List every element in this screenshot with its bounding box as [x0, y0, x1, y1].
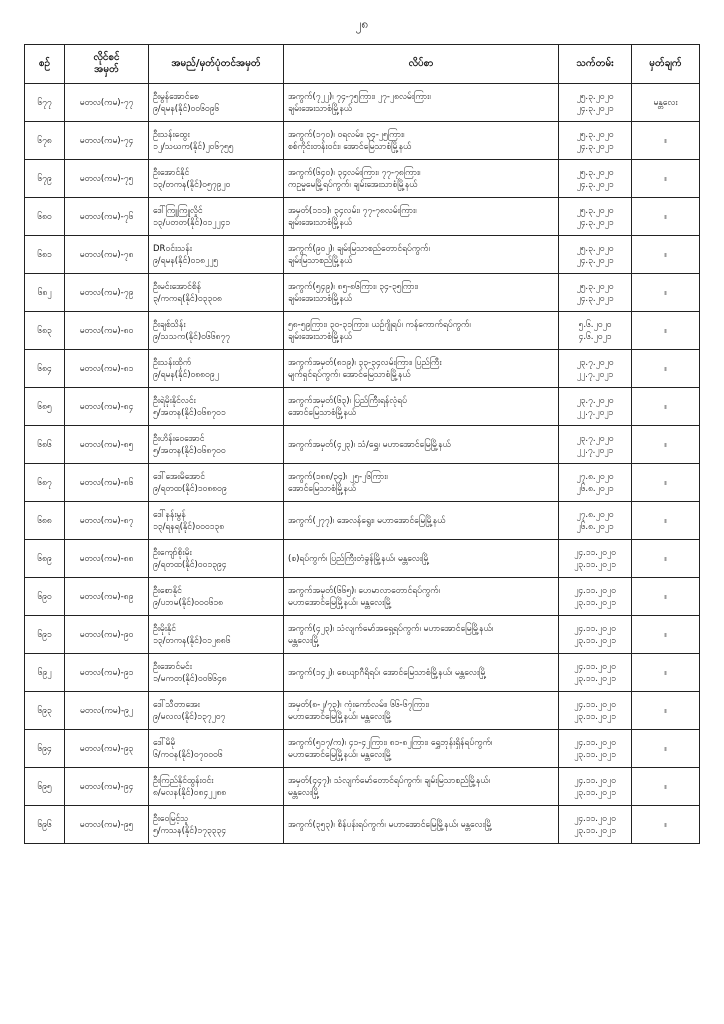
validity-date: ၂၃.၁၁.၂၀၂၁ [574, 749, 616, 760]
address-line: အကွက်(၂၇၇)၊ အေလန်ရွေး၊ မဟာအောင်မြေမြို့နယ် [288, 515, 446, 526]
validity-date: ၄.၆.၂၀၂၁ [578, 331, 612, 342]
address-line: မဟာအောင်မြေမြို့နယ်၊ မန္တလေးမြို့ [288, 597, 392, 608]
registration-number: ၁၃/တကန(နိုင်)၀၅၇၉၂၀ [153, 179, 231, 190]
license-number-cell: မတလ(ကမ)-၇၉ [65, 274, 149, 312]
validity-cell [559, 692, 632, 730]
license-number-cell: မတလ(ကမ)-၇၇ [65, 84, 149, 122]
header-address: လိပ်စာ [284, 45, 559, 84]
validity-date: ၂၅.၃.၂၀၂၀ [576, 167, 614, 178]
address-line: အကွက်အမှတ်(၄၂၃)၊ သံ/ရွှေ၊ မဟာအောင်မြေမြို့နယ် [288, 439, 451, 450]
registration-number: ၆/ကဝန(နိုင်)၀၇၀၀၀၆ [153, 749, 223, 760]
license-number-cell: မတလ(ကမ)-၈၀ [65, 312, 149, 350]
address-line: အကွက်(၅၁၇/က)၊ ၄၁-၄၂ကြား၊ ၈၁-၈၂ကြား၊ ရွှေဘုန်းရှိန်ရပ်ကွက်၊ [288, 737, 493, 748]
name-cell [149, 350, 284, 388]
holder-name: ဦးကျော်စိုးမိုး [153, 547, 192, 558]
address-line: မဟာအောင်မြေမြို့နယ်၊ မန္တလေးမြို့ [288, 749, 392, 760]
header-name-registration: အမည်/မှတ်ပုံတင်အမှတ် [149, 45, 284, 84]
holder-name: ဒေါ်သီတာအေး [153, 699, 200, 710]
serial-cell: ၆၉၅ [25, 768, 65, 806]
table-row [25, 768, 700, 806]
validity-cell [559, 350, 632, 388]
validity-cell [559, 160, 632, 198]
validity-date: ၂၂.၇.၂၀၂၁ [576, 407, 614, 418]
validity-cell [559, 464, 632, 502]
holder-name: ဦးဝေမြင့်သူ [153, 813, 189, 824]
license-number-cell: မတလ(ကမ)-၇၄ [65, 122, 149, 160]
holder-name: ဦးအောင်နိုင် [153, 167, 190, 178]
remark-cell: ။ [632, 312, 700, 350]
name-cell [149, 654, 284, 692]
address-line: အကွက်(၇၂၂)၊ ၇၄-၇၅ကြား၊ ၂၇-၂၈လမ်းကြား၊ [288, 91, 431, 102]
registration-number: ၅/အတန(နိုင်)၀၆၈၇၀၁ [153, 407, 226, 418]
validity-date: ၂၄.၃.၂၀၂၁ [576, 103, 614, 114]
name-cell [149, 426, 284, 464]
serial-cell: ၆၉၃ [25, 692, 65, 730]
address-line: ၅၈-၅၉ကြား၊ ၃၀-၃၁ကြား၊ ယဉ်ဂျိုရပ်၊ ကန်ကောက်ရပ်ကွက်၊ [288, 319, 471, 330]
address-line: စစ်ကိုင်းတန်းဝင်း၊ အောင်မြေသာစံမြို့နယ် [288, 141, 412, 152]
address-line: အကွက်(၅၄၉)၊ ၈၅-၈၆ကြား၊ ၃၄-၃၅ကြား၊ [288, 281, 419, 292]
holder-name: DRဝင်းသန်း [153, 243, 192, 254]
registration-number: ၈/မလန(နိုင်)၀၈၄၂၂၈၈ [153, 787, 227, 798]
validity-date: ၂၃.၁၁.၂၀၂၁ [574, 559, 616, 570]
address-cell [284, 730, 559, 768]
remark-cell: ။ [632, 502, 700, 540]
registration-number: ၉/ရမန(နိုင်)၀၁၈၂၂၅ [153, 255, 219, 266]
license-number-cell: မတလ(ကမ)-၇၆ [65, 198, 149, 236]
holder-name: ဦးသန်းထိုက် [153, 357, 192, 368]
address-line: အောင်မြေသာစံမြို့နယ် [288, 483, 357, 494]
address-line: ချမ်းအေးသာစံမြို့နယ် [288, 217, 353, 228]
remark-cell: ။ [632, 464, 700, 502]
address-cell [284, 122, 559, 160]
name-cell [149, 388, 284, 426]
validity-cell [559, 426, 632, 464]
validity-date: ၂၄.၃.၂၀၂၁ [576, 255, 614, 266]
registration-number: ၅/အတန(နိုင်)၀၆၈၇၀၀ [153, 445, 226, 456]
registration-number: ၉/ရမန(နိုင်)၀၈၈၀၉၂ [153, 369, 219, 380]
remark-cell: ။ [632, 198, 700, 236]
holder-name: ဒေါ်အေးမိအောင် [153, 471, 205, 482]
license-number-cell: မတလ(ကမ)-၇၅ [65, 160, 149, 198]
address-cell [284, 388, 559, 426]
address-cell [284, 578, 559, 616]
address-cell [284, 350, 559, 388]
table-row [25, 236, 700, 274]
name-cell [149, 578, 284, 616]
remark-cell: ။ [632, 578, 700, 616]
remark-cell: ။ [632, 540, 700, 578]
address-line: မဟာအောင်မြေမြို့နယ်၊ မန္တလေးမြို့ [288, 711, 392, 722]
holder-name: ဦးမွန်အောင်စေ [153, 91, 199, 102]
license-number-cell: မတလ(ကမ)-၈၁ [65, 350, 149, 388]
name-cell [149, 236, 284, 274]
address-line: ချမ်းအေးသာစံမြို့နယ် [288, 293, 353, 304]
validity-date: ၂၃.၁၁.၂၀၂၁ [574, 597, 616, 608]
registration-number: ၁၃/ရနရ(နိုင်)၀၀၀၁၃၈ [153, 521, 225, 532]
table-row [25, 654, 700, 692]
table-row [25, 578, 700, 616]
name-cell [149, 540, 284, 578]
table-row [25, 730, 700, 768]
address-line: အကွက်အမှတ်(၆၃)၊ ပြည်ကြီးရန်လုံရပ် [288, 395, 407, 406]
validity-cell [559, 388, 632, 426]
registration-number: ၉/ရတထ(နိုင်)၁၀၈၈၀၉ [153, 483, 227, 494]
registration-number: ၃/ကကရ(နိုင်)၀၃၃၀၈ [153, 293, 222, 304]
registration-number: ၉/ရမန(နိုင်)၀၀၆၀၉၆ [153, 103, 220, 114]
address-line: မျက်ရှင်ရပ်ကွက်၊ အောင်မြေသာစံမြို့နယ် [288, 369, 411, 380]
address-cell [284, 654, 559, 692]
registration-number: ၁၃/ပတတ(နိုင်)၀၁၂၂၄၁ [153, 217, 231, 228]
validity-date: ၂၂.၇.၂၀၂၁ [576, 369, 614, 380]
validity-date: ၂၃.၁၁.၂၀၂၁ [574, 711, 616, 722]
remark-cell: ။ [632, 692, 700, 730]
remark-cell: ။ [632, 160, 700, 198]
registration-number: ၅/ကသန(နိုင်)၁၇၃၃၃၄ [153, 825, 227, 836]
address-line: အကွက်(၉၀၂)၊ ချမ်းမြသာစည်တောင်ရပ်ကွက်၊ [288, 243, 430, 254]
holder-name: ဒေါ်ကြူကြူလှိုင် [153, 205, 203, 216]
validity-date: ၂၅.၃.၂၀၂၀ [576, 243, 614, 254]
validity-date: ၂၃.၇.၂၀၂၀ [576, 433, 614, 444]
validity-date: ၂၃.၁၁.၂၀၂၁ [574, 787, 616, 798]
validity-date: ၂၄.၁၁.၂၀၂၀ [574, 699, 616, 710]
license-number-cell: မတလ(ကမ)-၈၅ [65, 426, 149, 464]
validity-date: ၂၅.၃.၂၀၂၀ [576, 205, 614, 216]
table-row [25, 464, 700, 502]
registration-number: ၁၂/သဃက(နိုင်)၂၀၆၇၅၅ [153, 141, 234, 152]
address-cell [284, 274, 559, 312]
address-cell [284, 426, 559, 464]
validity-date: ၂၄.၁၁.၂၀၂၀ [574, 737, 616, 748]
page-number: ၂၈ [355, 17, 369, 31]
address-line: မန္တလေးမြို့ [288, 787, 320, 798]
validity-cell [559, 236, 632, 274]
name-cell [149, 160, 284, 198]
validity-date: ၂၃.၇.၂၀၂၀ [576, 395, 614, 406]
validity-date: ၂၄.၁၁.၂၀၂၀ [574, 775, 616, 786]
validity-date: ၂၇.၈.၂၀၂၀ [576, 471, 614, 482]
address-cell [284, 160, 559, 198]
validity-date: ၂၂.၇.၂၀၂၁ [576, 445, 614, 456]
address-line: (စ)ရပ်ကွက်၊ ပြည်ကြီးတံခွန်မြို့နယ်၊ မန္တလေးမြို့ [288, 553, 430, 564]
address-cell [284, 540, 559, 578]
table-row [25, 84, 700, 122]
table-row [25, 274, 700, 312]
serial-cell: ၆၈၂ [25, 274, 65, 312]
registration-number: ၉/သသက(နိုင်)၀၆၆၈၇၇ [153, 331, 230, 342]
serial-cell: ၆၈၉ [25, 540, 65, 578]
address-cell [284, 768, 559, 806]
remark-cell: ။ [632, 122, 700, 160]
table-row [25, 616, 700, 654]
table-row [25, 540, 700, 578]
table-row [25, 806, 700, 844]
license-number-cell: မတလ(ကမ)-၈၇ [65, 502, 149, 540]
validity-cell [559, 122, 632, 160]
remark-cell: ။ [632, 730, 700, 768]
validity-date: ၂၅.၃.၂၀၂၀ [576, 281, 614, 292]
validity-date: ၂၄.၁၁.၂၀၂၀ [574, 813, 616, 824]
validity-date: ၂၄.၁၁.၂၀၂၀ [574, 585, 616, 596]
remark-cell: ။ [632, 426, 700, 464]
license-number-cell: မတလ(ကမ)-၉၁ [65, 654, 149, 692]
table-row [25, 426, 700, 464]
name-cell [149, 616, 284, 654]
license-number-cell: မတလ(ကမ)-၉၅ [65, 806, 149, 844]
name-cell [149, 692, 284, 730]
validity-cell [559, 540, 632, 578]
address-cell [284, 692, 559, 730]
holder-name: ဦးသန်းထွေး [153, 129, 190, 140]
validity-date: ၂၄.၁၁.၂၀၂၀ [574, 661, 616, 672]
serial-cell: ၆၇၇ [25, 84, 65, 122]
validity-cell [559, 768, 632, 806]
remark-cell: ။ [632, 768, 700, 806]
license-number-cell: မတလ(ကမ)-၉၂ [65, 692, 149, 730]
validity-date: ၂၃.၁၁.၂၀၂၁ [574, 673, 616, 684]
license-number-cell: မတလ(ကမ)-၇၈ [65, 236, 149, 274]
table-row [25, 350, 700, 388]
remark-cell: ။ [632, 806, 700, 844]
validity-date: ၂၅.၃.၂၀၂၀ [576, 91, 614, 102]
address-line: ချမ်းအေးသာစံမြို့နယ် [288, 103, 353, 114]
name-cell [149, 768, 284, 806]
name-cell [149, 312, 284, 350]
address-line: အကွက်(၁၇၀)၊ ဝရလမ်း၊ ၃၄-၂၅ကြား၊ [288, 129, 405, 140]
remark-cell: ။ [632, 236, 700, 274]
name-cell [149, 464, 284, 502]
serial-cell: ၆၈၀ [25, 198, 65, 236]
validity-date: ၂၄.၁၁.၂၀၂၀ [574, 623, 616, 634]
registration-number: ၉/ပဘမ(နိုင်)၀၀၀၆၁၈ [153, 597, 224, 608]
header-validity: သက်တမ်း [559, 45, 632, 84]
serial-cell: ၆၈၇ [25, 464, 65, 502]
holder-name: ဦးမိုးနိုင် [153, 623, 176, 634]
license-number-cell: မတလ(ကမ)-၈၄ [65, 388, 149, 426]
validity-cell [559, 616, 632, 654]
license-number-cell: မတလ(ကမ)-၈၆ [65, 464, 149, 502]
address-line: ချမ်းအေးသာစံမြို့နယ် [288, 331, 353, 342]
serial-cell: ၆၉၀ [25, 578, 65, 616]
address-line: အောင်မြေသာစံမြို့နယ် [288, 407, 357, 418]
remark-cell: ။ [632, 274, 700, 312]
validity-date: ၂၃.၇.၂၀၂၀ [576, 357, 614, 368]
holder-name: ဦးစောနိုင် [153, 585, 182, 596]
validity-cell [559, 84, 632, 122]
license-number-cell: မတလ(ကမ)-၈၉ [65, 578, 149, 616]
address-cell [284, 84, 559, 122]
header-serial: စဉ် [25, 45, 65, 84]
table-row [25, 122, 700, 160]
table-row [25, 312, 700, 350]
holder-name: ဦးချစ်သိန်း [153, 319, 186, 330]
serial-cell: ၆၈၃ [25, 312, 65, 350]
validity-date: ၂၄.၃.၂၀၂၁ [576, 293, 614, 304]
validity-cell [559, 198, 632, 236]
validity-cell [559, 806, 632, 844]
header-remark: မှတ်ချက် [632, 45, 700, 84]
validity-date: ၂၇.၈.၂၀၂၀ [576, 509, 614, 520]
remark-cell: မန္တလေး [632, 84, 700, 122]
validity-date: ၂၆.၈.၂၀၂၁ [576, 483, 614, 494]
header-row [25, 45, 700, 84]
remark-cell: ။ [632, 654, 700, 692]
holder-name: ဦးမင်းအောင်စိန် [153, 281, 202, 292]
holder-name: ဦးကြည်နိုင်ထွန်းဝင်း [153, 775, 214, 786]
address-line: အကွက်(၄၂၃)၊ သံလျက်မော်အရှေ့ရပ်ကွက်၊ မဟာအောင်မြေမြို့နယ်၊ [288, 623, 494, 634]
address-cell [284, 312, 559, 350]
address-line: အကွက်(၆၄၀)၊ ၃၄လမ်းကြား၊ ၇၇-၇၈ကြား၊ [288, 167, 421, 178]
holder-name: ဒေါ်မိမို [153, 737, 176, 748]
serial-cell: ၆၇၈ [25, 122, 65, 160]
name-cell [149, 274, 284, 312]
address-line: ချမ်းမြသာစည်မြို့နယ် [288, 255, 353, 266]
address-line: အကွက်(၃၅၃)၊ စိန်ပန်းရပ်ကွက်၊ မဟာအောင်မြေမြို့နယ်၊ မန္တလေးမြို့ [288, 819, 493, 830]
validity-date: ၅.၆.၂၀၂၀ [578, 319, 612, 330]
header-license-number: လိုင်စင် အမှတ် [65, 45, 149, 84]
address-line: အကွက်အမှတ်(၈၁၉)၊ ၃၃-၃၄လမ်းကြား၊ ပြည်ကြီး [288, 357, 442, 368]
validity-date: ၂၄.၁၁.၂၀၂၀ [574, 547, 616, 558]
name-cell [149, 198, 284, 236]
registration-number: ၉/ရတထ(နိုင်)၀၀၁၃၉၄ [153, 559, 227, 570]
name-cell [149, 730, 284, 768]
serial-cell: ၆၈၅ [25, 388, 65, 426]
remark-cell: ။ [632, 388, 700, 426]
validity-cell [559, 730, 632, 768]
address-cell [284, 806, 559, 844]
license-number-cell: မတလ(ကမ)-၉၃ [65, 730, 149, 768]
holder-name: ဦးဟိန်းဝေအောင် [153, 433, 205, 444]
address-cell [284, 502, 559, 540]
validity-date: ၂၄.၃.၂၀၂၁ [576, 217, 614, 228]
validity-cell [559, 274, 632, 312]
registration-number: ၁/မကတ(နိုင်)၀၀၆၆၄၈ [153, 673, 227, 684]
name-cell [149, 122, 284, 160]
validity-cell [559, 578, 632, 616]
holder-name: ဦးအောင်မင်း [153, 661, 192, 672]
validity-date: ၂၅.၃.၂၀၂၀ [576, 129, 614, 140]
license-register-table [24, 44, 700, 844]
serial-cell: ၆၈၁ [25, 236, 65, 274]
address-line: အကွက်အမှတ်(၆၆၅)၊ ဟေမာလာတောင်ရပ်ကွက်၊ [288, 585, 440, 596]
serial-cell: ၆၉၂ [25, 654, 65, 692]
address-line: မန္တလေးမြို့ [288, 635, 320, 646]
holder-name: ဒေါ်နန်းမွန် [153, 509, 186, 520]
validity-date: ၂၃.၁၁.၂၀၂၁ [574, 635, 616, 646]
address-cell [284, 464, 559, 502]
serial-cell: ၆၈၈ [25, 502, 65, 540]
serial-cell: ၆၉၁ [25, 616, 65, 654]
serial-cell: ၆၈၄ [25, 350, 65, 388]
serial-cell: ၆၉၆ [25, 806, 65, 844]
table-row [25, 692, 700, 730]
name-cell [149, 502, 284, 540]
remark-cell: ။ [632, 350, 700, 388]
address-cell [284, 616, 559, 654]
validity-date: ၂၆.၈.၂၀၂၁ [576, 521, 614, 532]
validity-date: ၂၄.၃.၂၀၂၁ [576, 179, 614, 190]
address-cell [284, 236, 559, 274]
address-line: အမှတ်(၈-၂/၇၃)၊ ကုံးကော်လမ်း၊ ၆၆-၆၇ကြား၊ [288, 699, 430, 710]
table-row [25, 502, 700, 540]
license-number-cell: မတလ(ကမ)-၈၈ [65, 540, 149, 578]
address-line: အမှတ်(၄၄၇)၊ သံလျက်မော်တောင်ရပ်ကွက်၊ ချမ်းမြသာစည်မြို့နယ်၊ [288, 775, 491, 786]
serial-cell: ၆၉၄ [25, 730, 65, 768]
registration-number: ၉/မလလ(နိုင်)၁၃၇၂၀၇ [153, 711, 226, 722]
registration-number: ၁၃/တကန(နိုင်)၀၁၂၈၈၆ [153, 635, 231, 646]
name-cell [149, 806, 284, 844]
validity-date: ၂၃.၁၁.၂၀၂၁ [574, 825, 616, 836]
license-number-cell: မတလ(ကမ)-၉၀ [65, 616, 149, 654]
address-line: အကွက်(၁၄၂)၊ စေယျာဂီရိရပ်၊ အောင်မြေသာစံမြို့နယ်၊ မန္တလေးမြို့ [288, 667, 487, 678]
name-cell [149, 84, 284, 122]
validity-cell [559, 654, 632, 692]
table-row [25, 198, 700, 236]
table-row [25, 388, 700, 426]
serial-cell: ၆၇၉ [25, 160, 65, 198]
table-row [25, 160, 700, 198]
address-line: ကဥမ္မမေမြို့ရပ်ကွက်၊ ချမ်းအေးသာစံမြို့နယ် [288, 179, 418, 190]
license-number-cell: မတလ(ကမ)-၉၄ [65, 768, 149, 806]
address-line: အမှတ်(၁၁၁)၊ ၃၄လမ်း၊ ၇၇-၇၈လမ်းကြား၊ [288, 205, 417, 216]
validity-date: ၂၄.၃.၂၀၂၁ [576, 141, 614, 152]
validity-cell [559, 502, 632, 540]
address-line: အကွက်(၁၈၈/၃၄)၊ ၂၅-၂၆ကြား၊ [288, 471, 388, 482]
remark-cell: ။ [632, 616, 700, 654]
address-cell [284, 198, 559, 236]
serial-cell: ၆၈၆ [25, 426, 65, 464]
validity-cell [559, 312, 632, 350]
holder-name: ဦးရဲမိုးနိုင်လင်း [153, 395, 196, 406]
